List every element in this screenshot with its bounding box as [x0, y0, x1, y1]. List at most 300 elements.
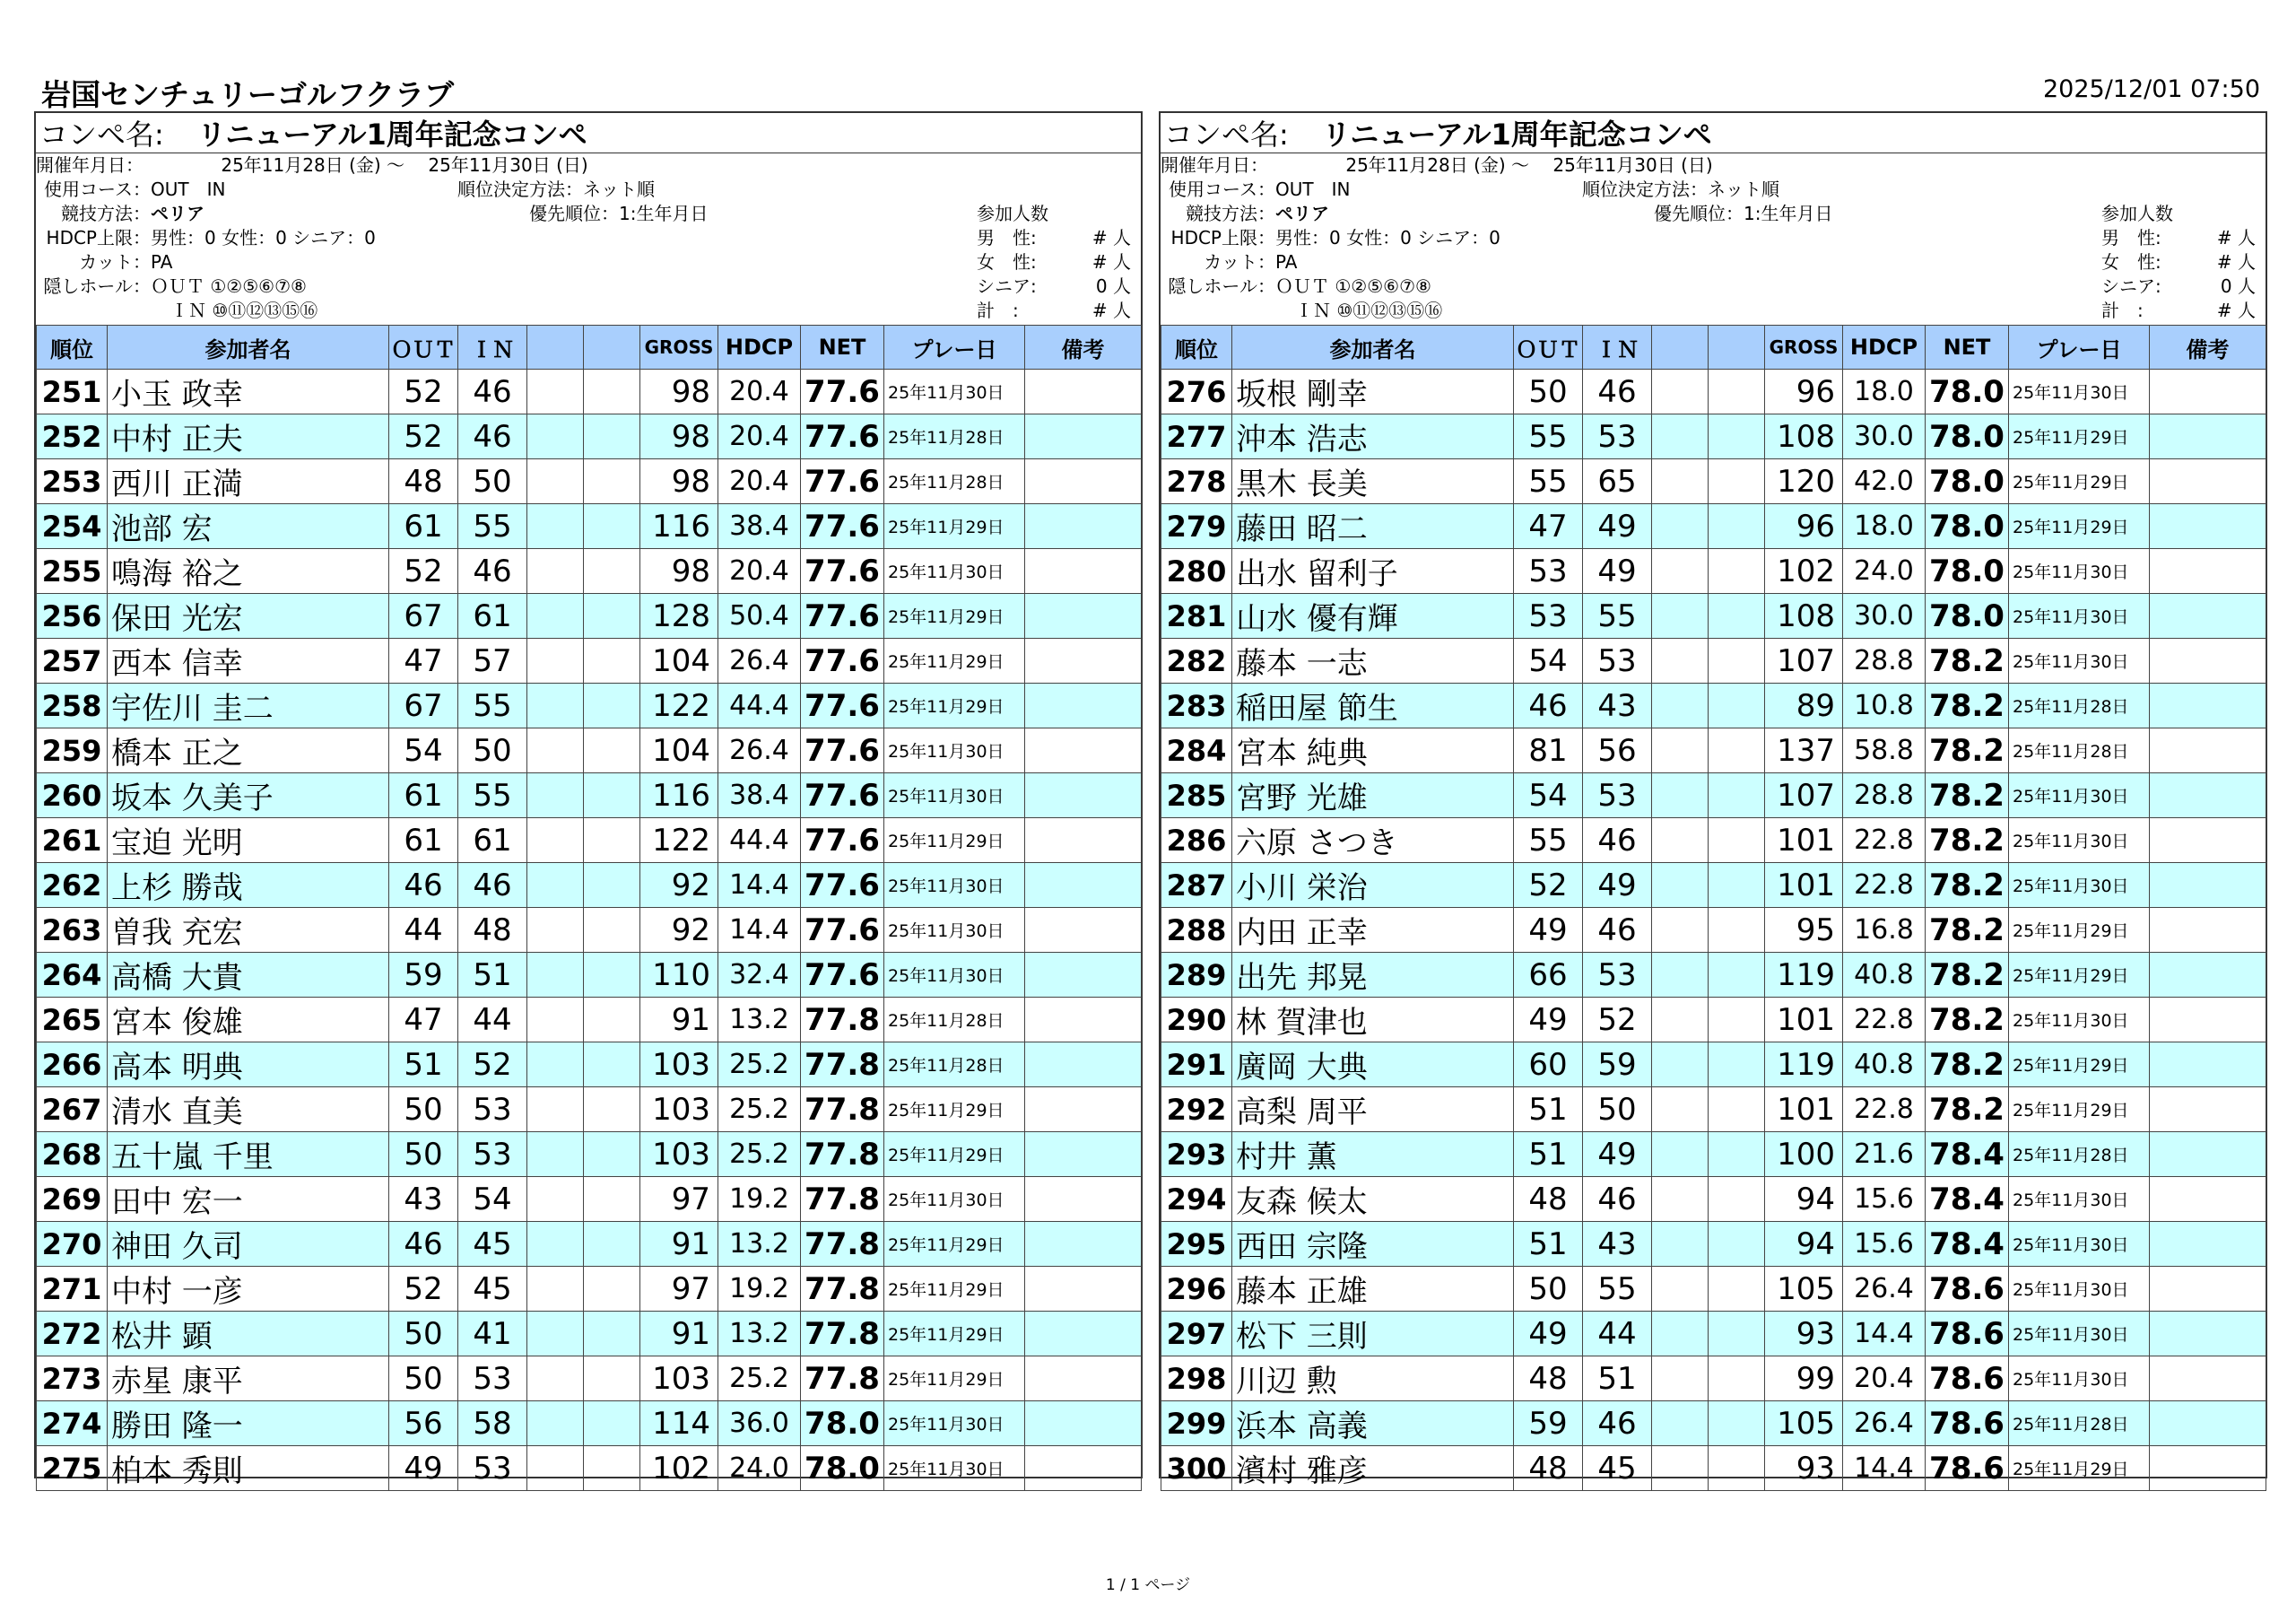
rank-method-value: ネット順	[583, 179, 655, 200]
net-score-cell: 78.6	[1926, 1312, 2009, 1356]
net-score-cell: 78.2	[1926, 863, 2009, 908]
in-score-cell: 53	[1583, 414, 1652, 459]
rank-cell: 300	[1161, 1446, 1232, 1491]
net-score-cell: 77.6	[801, 684, 884, 728]
rank-cell: 274	[37, 1401, 108, 1446]
hdcp-cell: 36.0	[718, 1401, 801, 1446]
hdcp-cell: 42.0	[1843, 459, 1926, 504]
table-row	[1161, 1312, 2266, 1356]
gross-score-cell: 110	[640, 953, 718, 998]
hidden-holes-label: 隠しホール：	[43, 275, 151, 297]
table-row	[1161, 504, 2266, 549]
in-score-cell: 55	[458, 773, 527, 818]
net-score-cell: 78.2	[1926, 998, 2009, 1042]
hdcp-cell: 25.2	[718, 1132, 801, 1177]
play-date-cell: 25年11月29日	[2009, 504, 2150, 549]
out-score-cell: 47	[389, 998, 458, 1042]
play-date-cell: 25年11月30日	[884, 549, 1025, 594]
results-body	[37, 370, 1142, 1491]
out-score-cell: 67	[389, 594, 458, 639]
blank-cell	[1709, 639, 1765, 684]
player-name-cell: 友森 候太	[1232, 1177, 1514, 1222]
rank-cell: 293	[1161, 1132, 1232, 1177]
blank-cell	[1652, 684, 1709, 728]
rank-cell: 297	[1161, 1312, 1232, 1356]
blank-cell	[1709, 1042, 1765, 1087]
hdcp-cell: 13.2	[718, 998, 801, 1042]
table-row	[1161, 549, 2266, 594]
out-score-cell: 52	[389, 549, 458, 594]
table-row	[37, 1222, 1142, 1267]
hdcp-cell: 28.8	[1843, 639, 1926, 684]
blank-cell	[1652, 1312, 1709, 1356]
hdcp-cell: 22.8	[1843, 1087, 1926, 1132]
out-score-cell: 43	[389, 1177, 458, 1222]
net-score-cell: 78.4	[1926, 1222, 2009, 1267]
in-score-cell: 51	[1583, 1356, 1652, 1401]
hdcp-cell: 14.4	[1843, 1312, 1926, 1356]
rank-method-label: 順位決定方法：	[1582, 179, 1708, 200]
in-score-cell: 46	[458, 863, 527, 908]
table-row	[37, 414, 1142, 459]
in-score-cell: 57	[458, 639, 527, 684]
note-cell	[1025, 728, 1142, 773]
in-score-cell: 52	[1583, 998, 1652, 1042]
player-name-cell: 出水 留利子	[1232, 549, 1514, 594]
rank-cell: 296	[1161, 1267, 1232, 1312]
in-score-cell: 52	[458, 1042, 527, 1087]
blank-cell	[584, 1132, 640, 1177]
net-score-cell: 78.0	[801, 1446, 884, 1491]
note-cell	[1025, 773, 1142, 818]
player-name-cell: 田中 宏一	[108, 1177, 389, 1222]
gross-score-cell: 108	[1765, 414, 1843, 459]
net-score-cell: 77.6	[801, 549, 884, 594]
net-score-cell: 77.6	[801, 953, 884, 998]
rank-cell: 260	[37, 773, 108, 818]
gross-score-cell: 107	[1765, 773, 1843, 818]
net-score-cell: 77.6	[801, 863, 884, 908]
play-date-cell: 25年11月29日	[2009, 1087, 2150, 1132]
net-score-cell: 77.8	[801, 1267, 884, 1312]
player-name-cell: 藤田 昭二	[1232, 504, 1514, 549]
in-score-cell: 54	[458, 1177, 527, 1222]
play-date-cell: 25年11月29日	[2009, 1446, 2150, 1491]
blank-cell	[584, 1312, 640, 1356]
total-label: 計 :	[2101, 300, 2144, 321]
net-score-cell: 77.6	[801, 728, 884, 773]
rank-cell: 275	[37, 1446, 108, 1491]
hdcp-cell: 16.8	[1843, 908, 1926, 953]
rank-cell: 271	[37, 1267, 108, 1312]
note-cell	[2150, 773, 2266, 818]
blank-cell	[1652, 1267, 1709, 1312]
table-row	[1161, 1132, 2266, 1177]
player-name-cell: 六原 さつき	[1232, 818, 1514, 863]
blank-cell	[527, 863, 584, 908]
blank-cell	[1709, 953, 1765, 998]
note-cell	[1025, 459, 1142, 504]
net-score-cell: 77.8	[801, 1042, 884, 1087]
note-cell	[2150, 1446, 2266, 1491]
in-score-cell: 44	[458, 998, 527, 1042]
in-score-cell: 43	[1583, 684, 1652, 728]
out-score-cell: 51	[1514, 1132, 1583, 1177]
note-cell	[1025, 1312, 1142, 1356]
player-name-cell: 内田 正幸	[1232, 908, 1514, 953]
senior-label: シニア:	[977, 275, 1037, 297]
note-cell	[1025, 1401, 1142, 1446]
blank-cell	[1709, 1222, 1765, 1267]
rank-cell: 283	[1161, 684, 1232, 728]
hdcp-cell: 24.0	[1843, 549, 1926, 594]
note-cell	[2150, 1177, 2266, 1222]
gross-score-cell: 93	[1765, 1446, 1843, 1491]
blank-cell	[584, 1401, 640, 1446]
rank-cell: 289	[1161, 953, 1232, 998]
gross-score-cell: 116	[640, 504, 718, 549]
rank-cell: 251	[37, 370, 108, 414]
blank-cell	[584, 1222, 640, 1267]
play-date-cell: 25年11月29日	[884, 1312, 1025, 1356]
net-score-cell: 77.8	[801, 1087, 884, 1132]
blank-cell	[584, 504, 640, 549]
play-date-cell: 25年11月29日	[884, 1087, 1025, 1132]
out-score-cell: 50	[1514, 370, 1583, 414]
in-score-cell: 55	[458, 504, 527, 549]
gross-score-cell: 116	[640, 773, 718, 818]
note-cell	[1025, 504, 1142, 549]
priority-value: 1:生年月日	[619, 203, 709, 224]
net-score-cell: 78.2	[1926, 728, 2009, 773]
play-date-cell: 25年11月28日	[884, 998, 1025, 1042]
play-date-cell: 25年11月30日	[2009, 370, 2150, 414]
play-date-cell: 25年11月29日	[884, 504, 1025, 549]
table-row	[37, 908, 1142, 953]
note-cell	[2150, 639, 2266, 684]
female-label: 女 性:	[977, 251, 1037, 273]
comp-method-value: ペリア	[151, 203, 204, 224]
blank-cell	[584, 370, 640, 414]
blank-cell	[1709, 684, 1765, 728]
table-row	[37, 998, 1142, 1042]
in-score-cell: 46	[1583, 818, 1652, 863]
player-name-cell: 柏本 秀則	[108, 1446, 389, 1491]
col-rank: 順位	[1161, 326, 1232, 370]
col-out: ＯＵＴ	[389, 326, 458, 370]
player-name-cell: 林 賀津也	[1232, 998, 1514, 1042]
blank-cell	[1709, 1267, 1765, 1312]
senior-count: 0 人	[2220, 275, 2256, 297]
gross-score-cell: 104	[640, 639, 718, 684]
blank-cell	[1709, 414, 1765, 459]
blank-cell	[527, 953, 584, 998]
player-name-cell: 清水 直美	[108, 1087, 389, 1132]
play-date-cell: 25年11月29日	[2009, 1042, 2150, 1087]
rank-cell: 261	[37, 818, 108, 863]
col-name: 参加者名	[1232, 326, 1514, 370]
table-row	[1161, 1356, 2266, 1401]
play-date-cell: 25年11月30日	[2009, 1177, 2150, 1222]
blank-cell	[1709, 773, 1765, 818]
in-score-cell: 53	[458, 1132, 527, 1177]
in-score-cell: 45	[458, 1267, 527, 1312]
net-score-cell: 78.0	[1926, 549, 2009, 594]
print-timestamp: 2025/12/01 07:50	[2042, 75, 2260, 103]
table-row	[1161, 863, 2266, 908]
out-score-cell: 50	[1514, 1267, 1583, 1312]
blank-cell	[584, 1356, 640, 1401]
blank-cell	[1709, 370, 1765, 414]
blank-cell	[527, 549, 584, 594]
in-score-cell: 61	[458, 818, 527, 863]
out-score-cell: 52	[389, 414, 458, 459]
net-score-cell: 77.6	[801, 370, 884, 414]
in-score-cell: 53	[458, 1087, 527, 1132]
blank-cell	[1709, 728, 1765, 773]
rank-cell: 273	[37, 1356, 108, 1401]
gross-score-cell: 103	[640, 1042, 718, 1087]
player-name-cell: 西田 宗隆	[1232, 1222, 1514, 1267]
gross-score-cell: 101	[1765, 863, 1843, 908]
in-score-cell: 49	[1583, 1132, 1652, 1177]
gross-score-cell: 96	[1765, 504, 1843, 549]
play-date-cell: 25年11月30日	[884, 1401, 1025, 1446]
note-cell	[2150, 594, 2266, 639]
blank-cell	[584, 414, 640, 459]
note-cell	[2150, 1087, 2266, 1132]
note-cell	[1025, 953, 1142, 998]
play-date-cell: 25年11月29日	[884, 818, 1025, 863]
player-name-cell: 浜本 高義	[1232, 1401, 1514, 1446]
out-score-cell: 48	[1514, 1356, 1583, 1401]
play-date-cell: 25年11月30日	[884, 908, 1025, 953]
player-name-cell: 高梨 周平	[1232, 1087, 1514, 1132]
hdcp-cell: 18.0	[1843, 370, 1926, 414]
note-cell	[2150, 504, 2266, 549]
participants-label: 参加人数	[977, 203, 1048, 224]
play-date-cell: 25年11月29日	[884, 1222, 1025, 1267]
blank-cell	[1652, 1356, 1709, 1401]
note-cell	[1025, 1267, 1142, 1312]
table-row	[37, 1356, 1142, 1401]
gross-score-cell: 122	[640, 684, 718, 728]
out-score-cell: 52	[1514, 863, 1583, 908]
player-name-cell: 池部 宏	[108, 504, 389, 549]
rank-cell: 257	[37, 639, 108, 684]
net-score-cell: 78.2	[1926, 1087, 2009, 1132]
table-row	[37, 1401, 1142, 1446]
blank-cell	[584, 1177, 640, 1222]
in-score-cell: 55	[1583, 1267, 1652, 1312]
player-name-cell: 濱村 雅彦	[1232, 1446, 1514, 1491]
note-cell	[1025, 908, 1142, 953]
net-score-cell: 78.6	[1926, 1446, 2009, 1491]
blank-cell	[584, 1087, 640, 1132]
note-cell	[2150, 549, 2266, 594]
col-blank	[1709, 326, 1765, 370]
gross-score-cell: 108	[1765, 594, 1843, 639]
hdcp-cell: 13.2	[718, 1222, 801, 1267]
club-name: 岩国センチュリーゴルフクラブ	[41, 77, 455, 112]
col-hdcp: HDCP	[1843, 326, 1926, 370]
in-score-cell: 46	[458, 549, 527, 594]
net-score-cell: 78.4	[1926, 1132, 2009, 1177]
priority-label: 優先順位：	[1654, 203, 1744, 224]
note-cell	[1025, 1177, 1142, 1222]
table-row	[37, 594, 1142, 639]
out-score-cell: 53	[1514, 549, 1583, 594]
hdcp-cell: 14.4	[718, 863, 801, 908]
out-score-cell: 51	[389, 1042, 458, 1087]
play-date-cell: 25年11月29日	[884, 639, 1025, 684]
player-name-cell: 保田 光宏	[108, 594, 389, 639]
blank-cell	[584, 863, 640, 908]
player-name-cell: 西川 正満	[108, 459, 389, 504]
table-row	[37, 459, 1142, 504]
note-cell	[1025, 1042, 1142, 1087]
table-row	[37, 863, 1142, 908]
in-score-cell: 50	[458, 459, 527, 504]
in-score-cell: 55	[1583, 594, 1652, 639]
table-row	[37, 953, 1142, 998]
date-label: 開催年月日：	[1161, 154, 1268, 176]
blank-cell	[1652, 863, 1709, 908]
in-score-cell: 53	[1583, 953, 1652, 998]
gross-score-cell: 97	[640, 1267, 718, 1312]
hdcp-cell: 15.6	[1843, 1222, 1926, 1267]
blank-cell	[1709, 1177, 1765, 1222]
blank-cell	[1652, 1042, 1709, 1087]
in-score-cell: 49	[1583, 549, 1652, 594]
player-name-cell: 赤星 康平	[108, 1356, 389, 1401]
net-score-cell: 78.2	[1926, 773, 2009, 818]
gross-score-cell: 122	[640, 818, 718, 863]
in-score-cell: 43	[1583, 1222, 1652, 1267]
gross-score-cell: 137	[1765, 728, 1843, 773]
rank-cell: 281	[1161, 594, 1232, 639]
blank-cell	[527, 1356, 584, 1401]
blank-cell	[1652, 1401, 1709, 1446]
play-date-cell: 25年11月28日	[884, 459, 1025, 504]
net-score-cell: 78.0	[1926, 504, 2009, 549]
play-date-cell: 25年11月29日	[2009, 953, 2150, 998]
blank-cell	[1652, 639, 1709, 684]
rank-cell: 268	[37, 1132, 108, 1177]
note-cell	[1025, 1087, 1142, 1132]
competition-title	[1161, 113, 2266, 153]
hdcp-cell: 38.4	[718, 773, 801, 818]
course-label: 使用コース：	[44, 179, 151, 200]
play-date-cell: 25年11月29日	[2009, 908, 2150, 953]
gross-score-cell: 92	[640, 908, 718, 953]
col-net: NET	[1926, 326, 2009, 370]
note-cell	[2150, 684, 2266, 728]
hdcp-cell: 38.4	[718, 504, 801, 549]
out-score-cell: 44	[389, 908, 458, 953]
table-row	[1161, 773, 2266, 818]
col-hdcp: HDCP	[718, 326, 801, 370]
table-row	[1161, 1177, 2266, 1222]
rank-cell: 295	[1161, 1222, 1232, 1267]
note-cell	[1025, 818, 1142, 863]
in-score-cell: 50	[1583, 1087, 1652, 1132]
table-row	[1161, 594, 2266, 639]
course-value: OUT IN	[1275, 179, 1351, 200]
rank-cell: 255	[37, 549, 108, 594]
in-score-cell: 45	[1583, 1446, 1652, 1491]
rank-cell: 252	[37, 414, 108, 459]
play-date-cell: 25年11月30日	[2009, 863, 2150, 908]
total-label: 計 :	[977, 300, 1019, 321]
blank-cell	[1709, 1087, 1765, 1132]
table-row	[37, 1177, 1142, 1222]
note-cell	[2150, 818, 2266, 863]
blank-cell	[527, 1222, 584, 1267]
blank-cell	[527, 1042, 584, 1087]
results-table	[1161, 325, 2266, 1491]
total-count: # 人	[2216, 300, 2256, 321]
note-cell	[2150, 459, 2266, 504]
out-score-cell: 67	[389, 684, 458, 728]
play-date-cell: 25年11月28日	[2009, 1132, 2150, 1177]
table-row	[37, 639, 1142, 684]
note-cell	[1025, 370, 1142, 414]
hdcp-cell: 32.4	[718, 953, 801, 998]
col-in: ＩＮ	[458, 326, 527, 370]
gross-score-cell: 104	[640, 728, 718, 773]
gross-score-cell: 105	[1765, 1267, 1843, 1312]
blank-cell	[584, 953, 640, 998]
blank-cell	[1709, 594, 1765, 639]
gross-score-cell: 128	[640, 594, 718, 639]
table-row	[37, 684, 1142, 728]
net-score-cell: 78.2	[1926, 639, 2009, 684]
net-score-cell: 77.8	[801, 998, 884, 1042]
male-label: 男 性:	[2101, 227, 2161, 249]
hidden-holes-in: ＩＮ ⑩⑪⑫⑬⑮⑯	[1295, 300, 1443, 321]
note-cell	[2150, 1222, 2266, 1267]
play-date-cell: 25年11月30日	[884, 1177, 1025, 1222]
out-score-cell: 49	[1514, 908, 1583, 953]
table-row	[1161, 908, 2266, 953]
gross-score-cell: 103	[640, 1356, 718, 1401]
competition-name: リニューアル1周年記念コンペ	[1322, 118, 1712, 152]
play-date-cell: 25年11月30日	[884, 370, 1025, 414]
blank-cell	[527, 1401, 584, 1446]
out-score-cell: 47	[389, 639, 458, 684]
rank-cell: 286	[1161, 818, 1232, 863]
gross-score-cell: 95	[1765, 908, 1843, 953]
gross-score-cell: 98	[640, 459, 718, 504]
note-cell	[1025, 863, 1142, 908]
play-date-cell: 25年11月30日	[2009, 1312, 2150, 1356]
player-name-cell: 小玉 政幸	[108, 370, 389, 414]
col-rank: 順位	[37, 326, 108, 370]
cut-value: PA	[1275, 251, 1298, 273]
blank-cell	[1709, 504, 1765, 549]
table-row	[37, 728, 1142, 773]
blank-cell	[1709, 908, 1765, 953]
rank-cell: 262	[37, 863, 108, 908]
rank-cell: 265	[37, 998, 108, 1042]
priority-value: 1:生年月日	[1744, 203, 1833, 224]
blank-cell	[1709, 1312, 1765, 1356]
female-count: # 人	[1091, 251, 1131, 273]
hdcp-cell: 14.4	[1843, 1446, 1926, 1491]
note-cell	[1025, 1222, 1142, 1267]
note-cell	[1025, 1446, 1142, 1491]
